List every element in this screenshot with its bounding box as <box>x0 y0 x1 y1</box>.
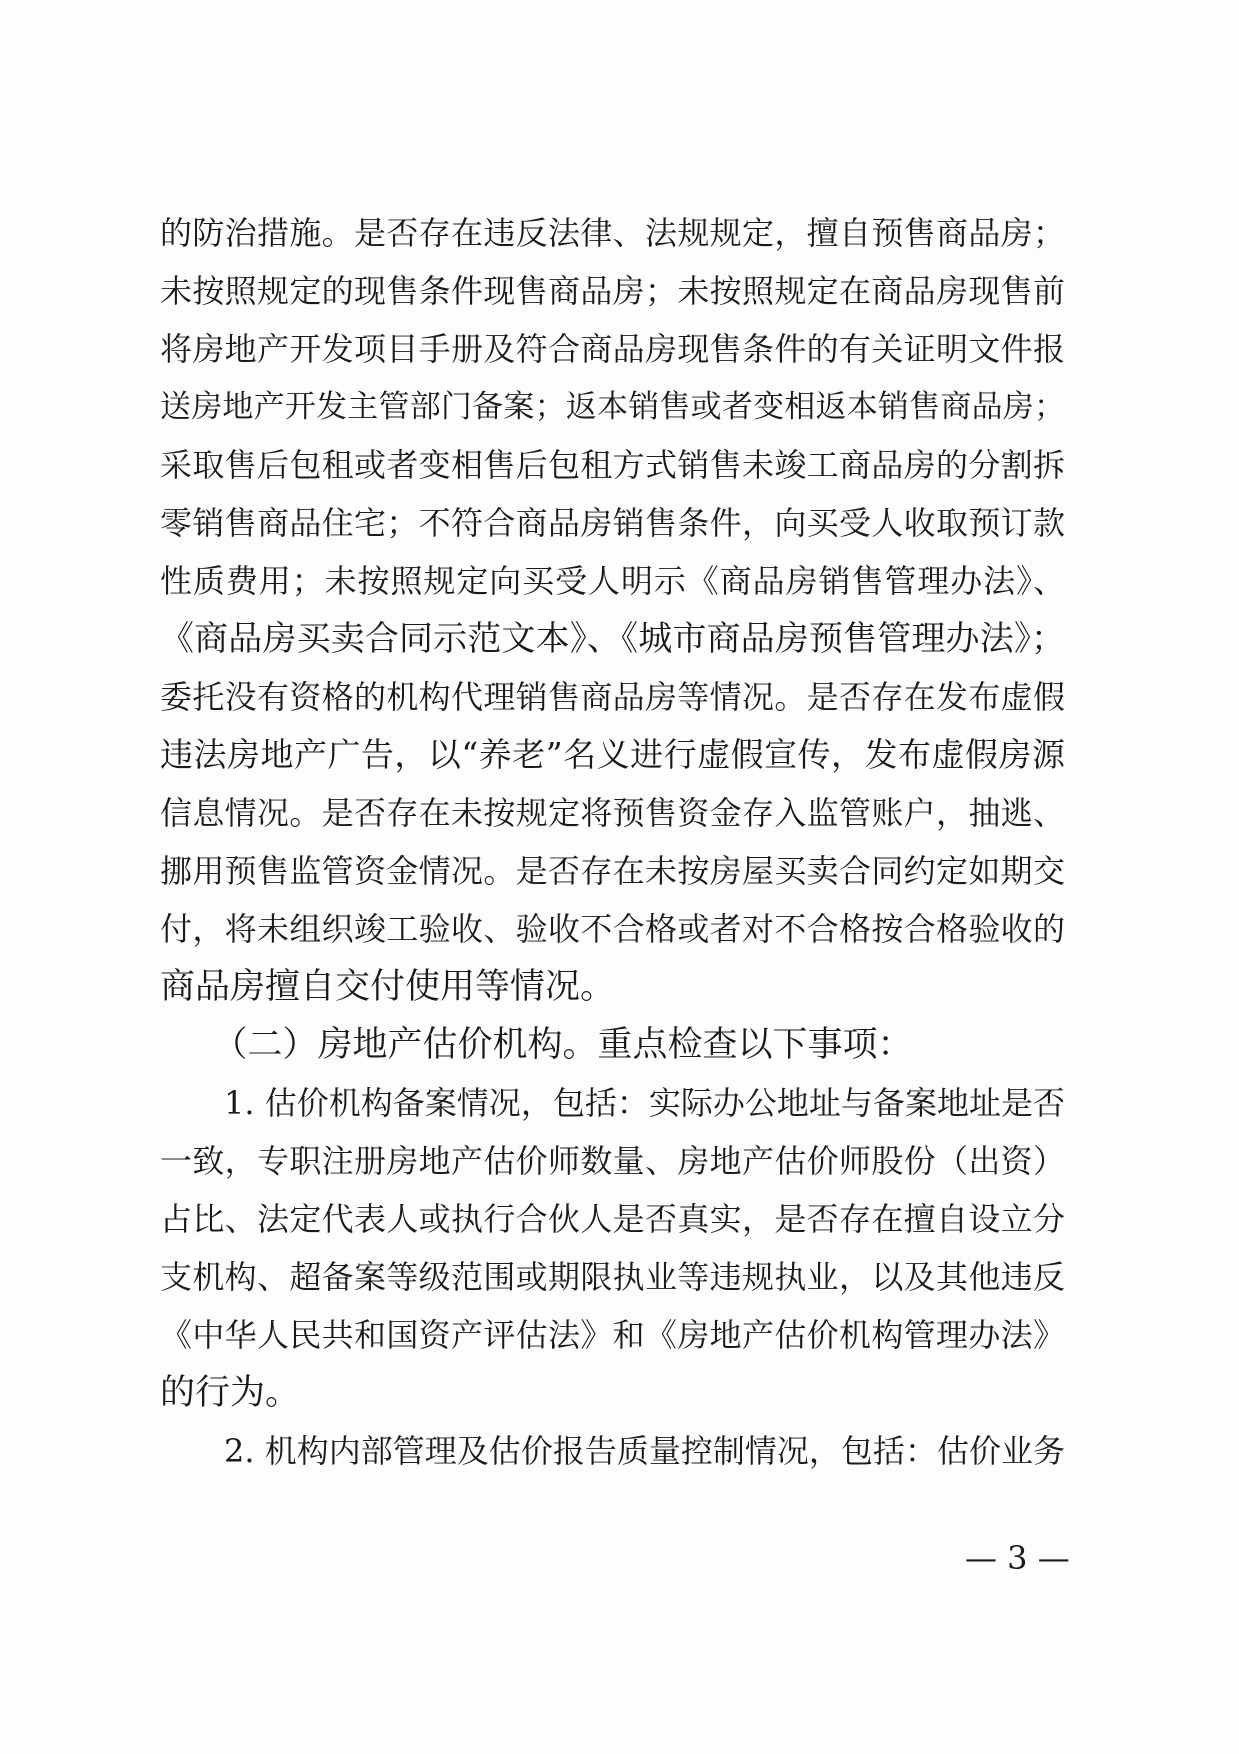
text-line: 1. 估价机构备案情况，包括：实际办公地址与备案地址是否 <box>160 1084 1065 1122</box>
text-line: 未按照规定的现售条件现售商品房；未按照规定在商品房现售前 <box>160 272 1065 310</box>
section-heading: （二）房地产估价机构。重点检查以下事项： <box>160 1025 913 1065</box>
text-line: 性质费用；未按照规定向买受人明示《商品房销售管理办法》、 <box>160 562 1065 600</box>
text-line: 委托没有资格的机构代理销售商品房等情况。是否存在发布虚假 <box>160 678 1065 716</box>
text-line: 商品房擅自交付使用等情况。 <box>160 967 616 1007</box>
body-text <box>160 204 1065 1480</box>
text-line: 的防治措施。是否存在违反法律、法规规定，擅自预售商品房； <box>160 214 1065 252</box>
text-line: 支机构、超备案等级范围或期限执业等违规执业，以及其他违反 <box>160 1258 1065 1296</box>
text-line: 占比、法定代表人或执行合伙人是否真实，是否存在擅自设立分 <box>160 1200 1065 1238</box>
text-line: 一致，专职注册房地产估价师数量、房地产估价师股份（出资） <box>160 1142 1065 1180</box>
text-line: 送房地产开发主管部门备案；返本销售或者变相返本销售商品房； <box>160 389 1065 425</box>
text-line: 的行为。 <box>160 1373 301 1413</box>
text-line: 零销售商品住宅；不符合商品房销售条件，向买受人收取预订款 <box>160 504 1065 542</box>
text-line: 挪用预售监管资金情况。是否存在未按房屋买卖合同约定如期交 <box>160 852 1065 890</box>
text-line: 采取售后包租或者变相售后包租方式销售未竣工商品房的分割拆 <box>160 446 1065 484</box>
text-line: 《商品房买卖合同示范文本》、《城市商品房预售管理办法》； <box>160 619 1065 659</box>
text-line: 信息情况。是否存在未按规定将预售资金存入监管账户，抽逃、 <box>160 794 1065 832</box>
text-line: 违法房地产广告，以“养老”名义进行虚假宣传，发布虚假房源 <box>160 735 1065 774</box>
text-line: 付，将未组织竣工验收、验收不合格或者对不合格按合格验收的 <box>160 910 1065 948</box>
page-number: — 3 — <box>965 1539 1070 1577</box>
text-line: 《中华人民共和国资产评估法》和《房地产估价机构管理办法》 <box>160 1316 1065 1354</box>
text-line: 将房地产开发项目手册及符合商品房现售条件的有关证明文件报 <box>160 330 1065 368</box>
text-line: 2. 机构内部管理及估价报告质量控制情况，包括：估价业务 <box>160 1432 1065 1470</box>
